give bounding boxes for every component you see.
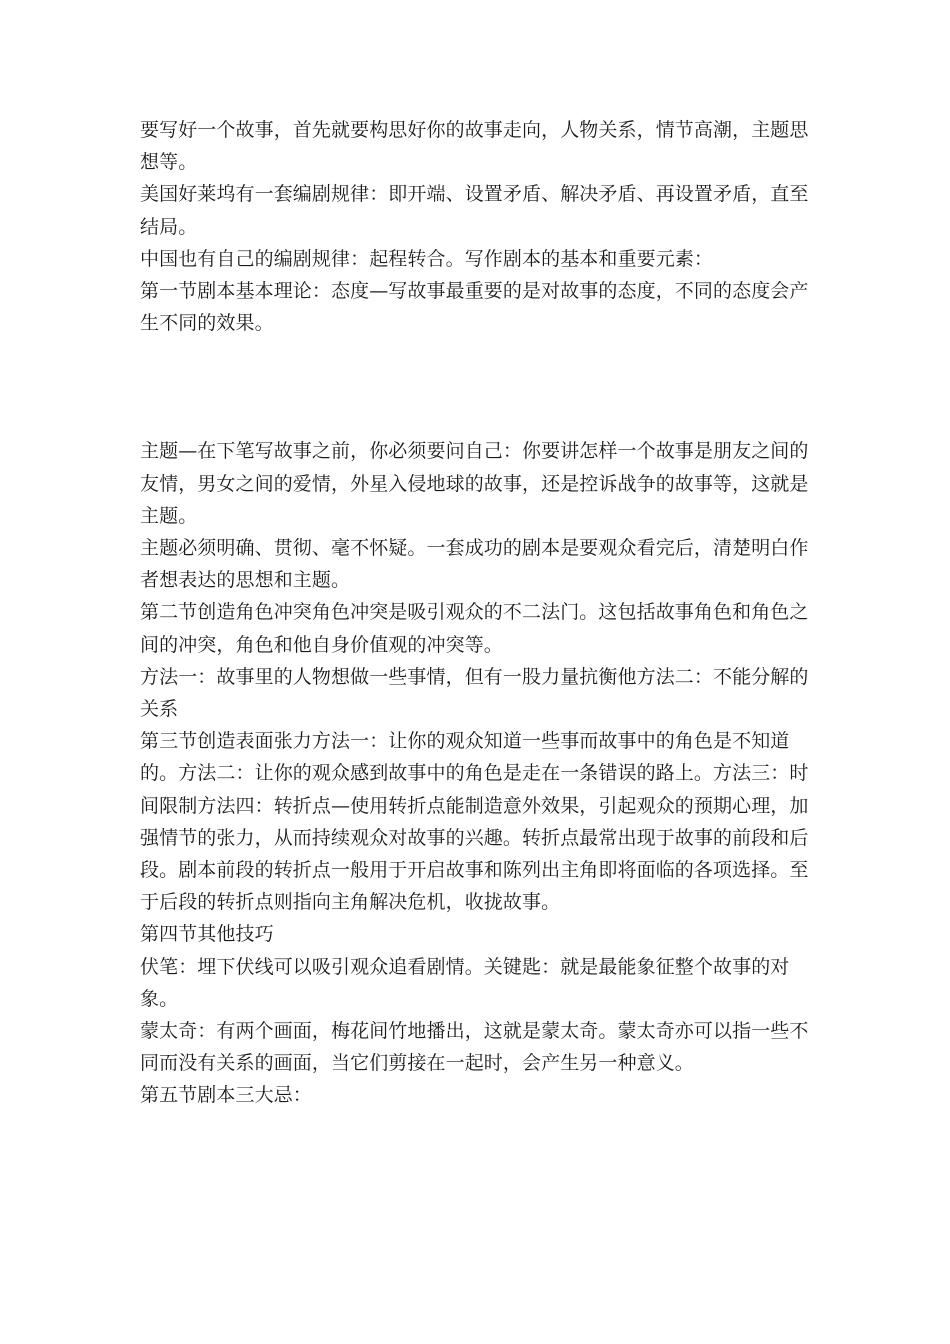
paragraph-section-5-heading: 第五节剧本三大忌： (140, 1084, 312, 1107)
paragraph-montage: 蒙太奇：有两个画面，梅花间竹地播出，这就是蒙太奇。蒙太奇亦可以指一些不同而没有关系的画面，当它们剪接在一起时，会产生另一种意义。 (140, 1020, 809, 1075)
paragraph-chinese-rules: 中国也有自己的编剧规律：起程转合。写作剧本的基本和重要元素： (140, 247, 714, 270)
blank-spacer (140, 339, 816, 435)
paragraph-foreshadowing: 伏笔：埋下伏线可以吸引观众追看剧情。关键匙：就是最能象征整个故事的对象。 (140, 955, 790, 1010)
paragraph-section-4-heading: 第四节其他技巧 (140, 923, 274, 946)
paragraph-hollywood-rules: 美国好莱坞有一套编剧规律：即开端、设置矛盾、解决矛盾、再设置矛盾，直至结局。 (140, 183, 809, 238)
paragraph-methods: 方法一：故事里的人物想做一些事情，但有一股力量抗衡他方法二：不能分解的关系 (140, 665, 809, 721)
paragraph-section-1: 第一节剧本基本理论：态度—写故事最重要的是对故事的态度，不同的态度会产生不同的效果。 (140, 280, 809, 335)
paragraph-theme-clarity: 主题必须明确、贯彻、毫不怀疑。一套成功的剧本是要观众看完后，清楚明白作者想表达的思想和主题。 (140, 537, 809, 592)
paragraph-section-2: 第二节创造角色冲突角色冲突是吸引观众的不二法门。这包括故事角色和角色之间的冲突，角色和他自身价值观的冲突等。 (140, 601, 809, 656)
paragraph-theme: 主题—在下笔写故事之前，你必须要问自己：你要讲怎样一个故事是朋友之间的友情，男女之间的爱情，外星入侵地球的故事，还是控诉战争的故事等，这就是主题。 (140, 440, 809, 527)
paragraph-section-3: 第三节创造表面张力方法一：让你的观众知道一些事而故事中的角色是不知道的。方法二：让你的观众感到故事中的角色是走在一条错误的路上。方法三：时间限制方法四：转折点—使用转折点能制造意外效果，引起观众的预期心理，加强情节的张力，从而持续观众对故事的兴趣。转折点最常出现于故事的前段和后段。剧本前段的转折点一般用于开启故事和陈列出主角即将面临的各项选择。至于后段的转折点则指向主角解决危机，收拢故事。 (140, 730, 809, 914)
paragraph-intro: 要写好一个故事，首先就要构思好你的故事走向，人物关系，情节高潮，主题思想等。 (140, 119, 809, 174)
document-body (140, 114, 816, 1112)
